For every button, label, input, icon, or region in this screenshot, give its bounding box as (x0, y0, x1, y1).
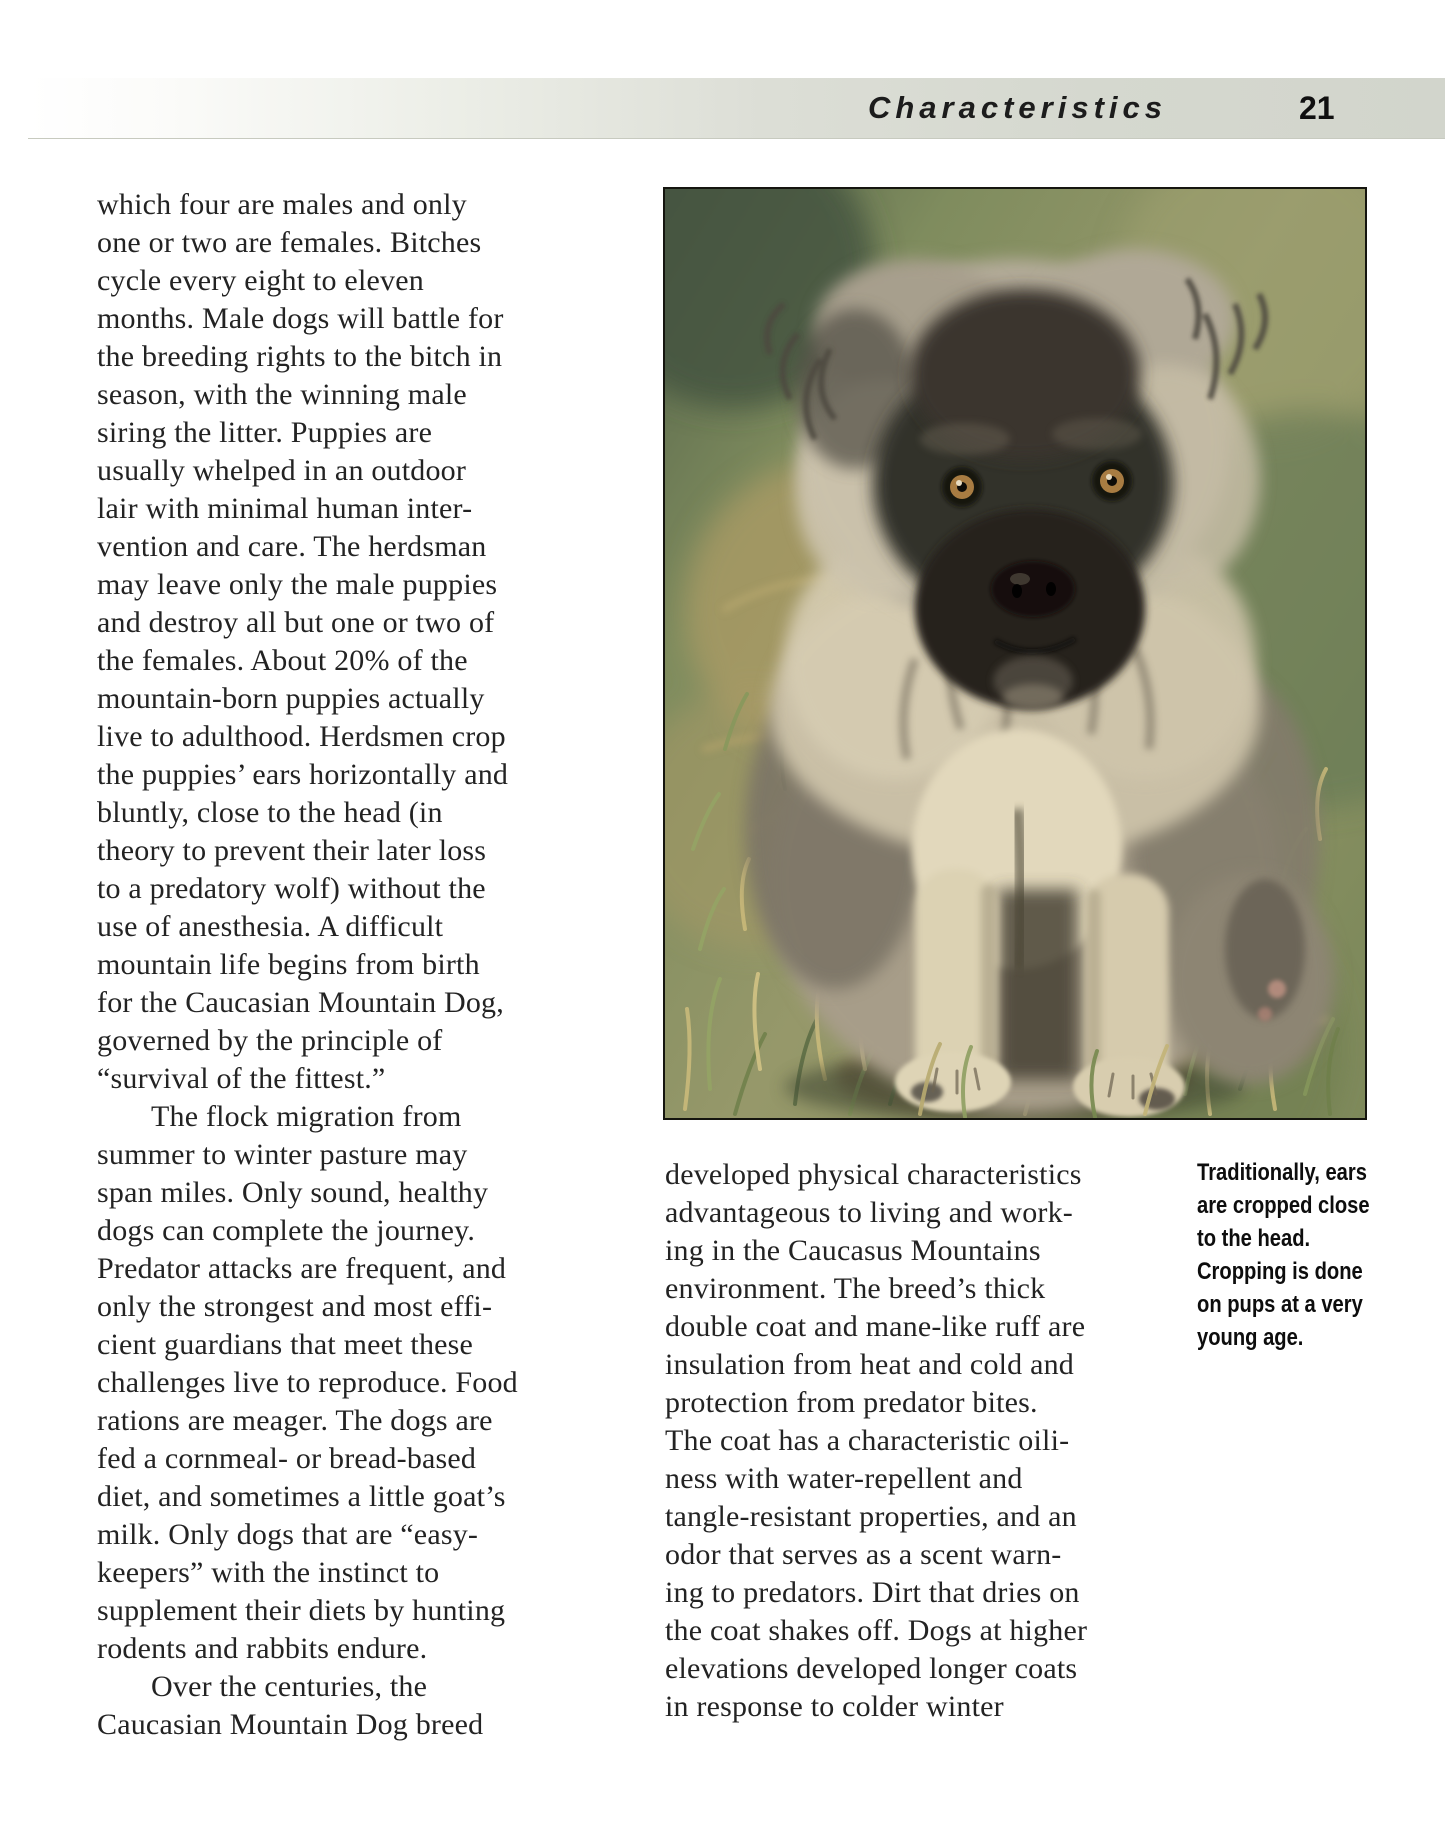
puppy-photo-illustration (665, 189, 1365, 1118)
text-line: Predator attacks are frequent, and (97, 1252, 507, 1285)
chapter-title: Characteristics (867, 90, 1167, 125)
text-line: months. Male dogs will battle for (97, 302, 504, 335)
text-line: elevations developed longer coats (665, 1652, 1078, 1685)
text-line: in response to colder winter (665, 1690, 1004, 1723)
text-line: diet, and sometimes a little goat’s (97, 1480, 506, 1513)
text-line: “survival of the fittest.” (97, 1062, 386, 1095)
left-text-column (97, 186, 542, 1744)
photo-caption (1197, 1156, 1445, 1354)
text-line: young age. (1197, 1324, 1304, 1351)
text-line: siring the litter. Puppies are (97, 416, 433, 449)
text-line: keepers” with the instinct to (97, 1556, 440, 1589)
text-line: usually whelped in an outdoor (97, 454, 467, 487)
text-line: one or two are females. Bitches (97, 226, 482, 259)
text-line: span miles. Only sound, healthy (97, 1176, 489, 1209)
text-line: advantageous to living and work- (665, 1196, 1073, 1229)
text-line: fed a cornmeal- or bread-based (97, 1442, 477, 1475)
text-line: to a predatory wolf) without the (97, 872, 486, 905)
text-line: the females. About 20% of the (97, 644, 468, 677)
text-line: season, with the winning male (97, 378, 467, 411)
text-line: ing in the Caucasus Mountains (665, 1234, 1041, 1267)
text-line: challenges live to reproduce. Food (97, 1366, 518, 1399)
text-line: protection from predator bites. (665, 1386, 1038, 1419)
text-line: theory to prevent their later loss (97, 834, 487, 867)
right-text-column (665, 1156, 1200, 1726)
text-line: the breeding rights to the bitch in (97, 340, 503, 373)
chapter-header-bar (28, 78, 1445, 139)
page-number: 21 (1299, 90, 1335, 126)
text-line: Over the centuries, the (151, 1670, 428, 1703)
text-line: double coat and mane-like ruff are (665, 1310, 1086, 1343)
text-line: lair with minimal human inter- (97, 492, 473, 525)
text-line: governed by the principle of (97, 1024, 443, 1057)
text-line: bluntly, close to the head (in (97, 796, 443, 829)
text-line: mountain-born puppies actually (97, 682, 485, 715)
text-line: rations are meager. The dogs are (97, 1404, 493, 1437)
text-line: which four are males and only (97, 188, 467, 221)
text-line: developed physical characteristics (665, 1158, 1082, 1191)
text-line: cycle every eight to eleven (97, 264, 424, 297)
text-line: to the head. (1197, 1225, 1311, 1252)
text-line: live to adulthood. Herdsmen crop (97, 720, 506, 753)
text-line: environment. The breed’s thick (665, 1272, 1046, 1305)
text-line: the puppies’ ears horizontally and (97, 758, 509, 791)
text-line: mountain life begins from birth (97, 948, 480, 981)
puppy-photo (663, 187, 1367, 1120)
text-line: only the strongest and most effi- (97, 1290, 493, 1323)
text-line: vention and care. The herdsman (97, 530, 487, 563)
text-line: Traditionally, ears (1197, 1159, 1367, 1186)
text-line: tangle-resistant properties, and an (665, 1500, 1077, 1533)
text-line: insulation from heat and cold and (665, 1348, 1074, 1381)
text-line: and destroy all but one or two of (97, 606, 495, 639)
text-line: ness with water-repellent and (665, 1462, 1023, 1495)
text-line: cient guardians that meet these (97, 1328, 474, 1361)
text-line: The flock migration from (151, 1100, 462, 1133)
text-line: summer to winter pasture may (97, 1138, 468, 1171)
text-line: The coat has a characteristic oili- (665, 1424, 1070, 1457)
text-line: supplement their diets by hunting (97, 1594, 506, 1627)
text-line: the coat shakes off. Dogs at higher (665, 1614, 1088, 1647)
text-line: on pups at a very (1197, 1291, 1363, 1318)
text-line: odor that serves as a scent warn- (665, 1538, 1062, 1571)
text-line: use of anesthesia. A difficult (97, 910, 444, 943)
text-line: milk. Only dogs that are “easy- (97, 1518, 479, 1551)
text-line: for the Caucasian Mountain Dog, (97, 986, 504, 1019)
text-line: ing to predators. Dirt that dries on (665, 1576, 1080, 1609)
text-line: are cropped close (1197, 1192, 1370, 1219)
text-line: dogs can complete the journey. (97, 1214, 476, 1247)
text-line: Cropping is done (1197, 1258, 1363, 1285)
text-line: may leave only the male puppies (97, 568, 498, 601)
text-line: Caucasian Mountain Dog breed (97, 1708, 484, 1741)
text-line: rodents and rabbits endure. (97, 1632, 428, 1665)
